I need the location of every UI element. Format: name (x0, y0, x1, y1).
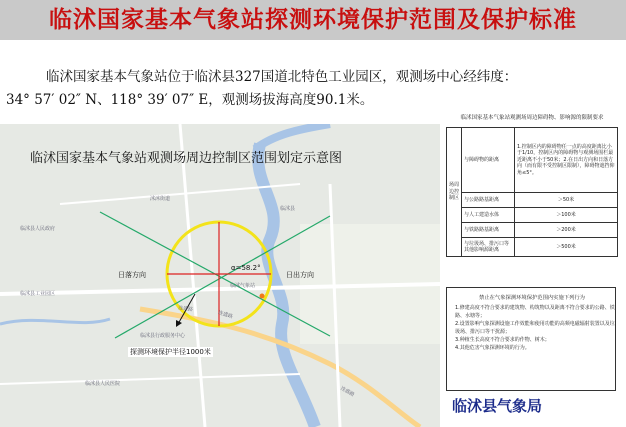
road-label: 连盛路 (177, 304, 194, 314)
rule-item: 3.种植生长高度不符合要求的作物、树木； (455, 337, 550, 343)
bureau-name: 临沭县气象局 (452, 397, 543, 415)
place-label: 临沭县人民政府 (20, 226, 56, 232)
row-item: 与铁路路基距离 (462, 223, 515, 238)
row-item: 与垃圾场、排污口等其他影响源距离 (462, 238, 515, 257)
place-label: 临沭县人民医院 (85, 381, 121, 387)
station-marker (260, 294, 265, 299)
table-row (447, 193, 618, 208)
control-zone-map (0, 124, 440, 427)
place-label: 临沭县工业园区 (20, 291, 56, 297)
intro-line-1: 临沭国家基本气象站位于临沭县327国道北特色工业园区，观测场中心经纬度： (46, 69, 518, 85)
road-label: 连盛路 (217, 309, 234, 321)
sunset-label: 日落方向 (118, 271, 146, 279)
angle-label: α=58.2° (231, 264, 261, 272)
rules-title: 禁止在气象探测环境保护范围内实施下列行为 (479, 295, 585, 301)
page-title: 临沭国家基本气象站探测环境保护范围及保护标准 (0, 0, 626, 40)
row-item: 与人工建造水体 (462, 208, 515, 223)
map-title: 临沭国家基本气象站观测场周边控制区范围划定示意图 (30, 151, 343, 166)
restriction-table (446, 127, 618, 257)
row-item: 与障碍物的距离 (462, 128, 515, 193)
rule-item: 1.修建高度不符合要求的建筑物、构筑物以及距离不符合要求的公路、铁路、水塘等； (455, 305, 615, 319)
row-item: 与公路路基距离 (462, 193, 515, 208)
row-req: ＞500米 (515, 238, 618, 257)
sunrise-label: 日出方向 (286, 271, 314, 279)
row-req: ＞100米 (515, 208, 618, 223)
intro-text (6, 66, 620, 112)
restriction-panel (444, 115, 620, 427)
rule-item: 4.其他危害气象探测环境的行为。 (455, 345, 530, 351)
side-label: 场周边控制区 (447, 128, 462, 257)
table-row (447, 223, 618, 238)
prohibited-rules (446, 287, 616, 391)
row-req: ＞50米 (515, 193, 618, 208)
intro-line-2: 34° 57′ 02″ N、118° 39′ 07″ E，观测场拔海高度90.1米。 (6, 92, 374, 108)
place-label: 临沭县 (280, 206, 296, 212)
panel-title: 临沭国家基本气象站观测场周边障碍物、影响源的限制要求 (460, 115, 604, 121)
table-row (447, 128, 618, 193)
place-label: 临沭气象站 (230, 283, 256, 289)
row-req: 1.控制区内的障碍物任一点的高度距离比小于1/10，控制区内的障碍物与观测场围栏最近距离不小于50米；2.在日出方向和日落方向（而有限不受控制区限制），障碍物遮挡仰角≤5°。 (515, 128, 618, 193)
table-row (447, 238, 618, 257)
place-label: 沭沐街道 (150, 196, 171, 202)
place-label: 临沭县行政服务中心 (140, 333, 186, 339)
map-drawing (0, 124, 440, 427)
road-label: 连盛路 (339, 385, 356, 399)
radius-label: 探测环境保护半径1000米 (130, 348, 211, 356)
table-row (447, 208, 618, 223)
rule-item: 2.设置影响气象探测设施工作效能和使用功能的高频电磁辐射装置以及垃圾场、排污口等干扰源； (455, 321, 615, 335)
row-req: ＞200米 (515, 223, 618, 238)
